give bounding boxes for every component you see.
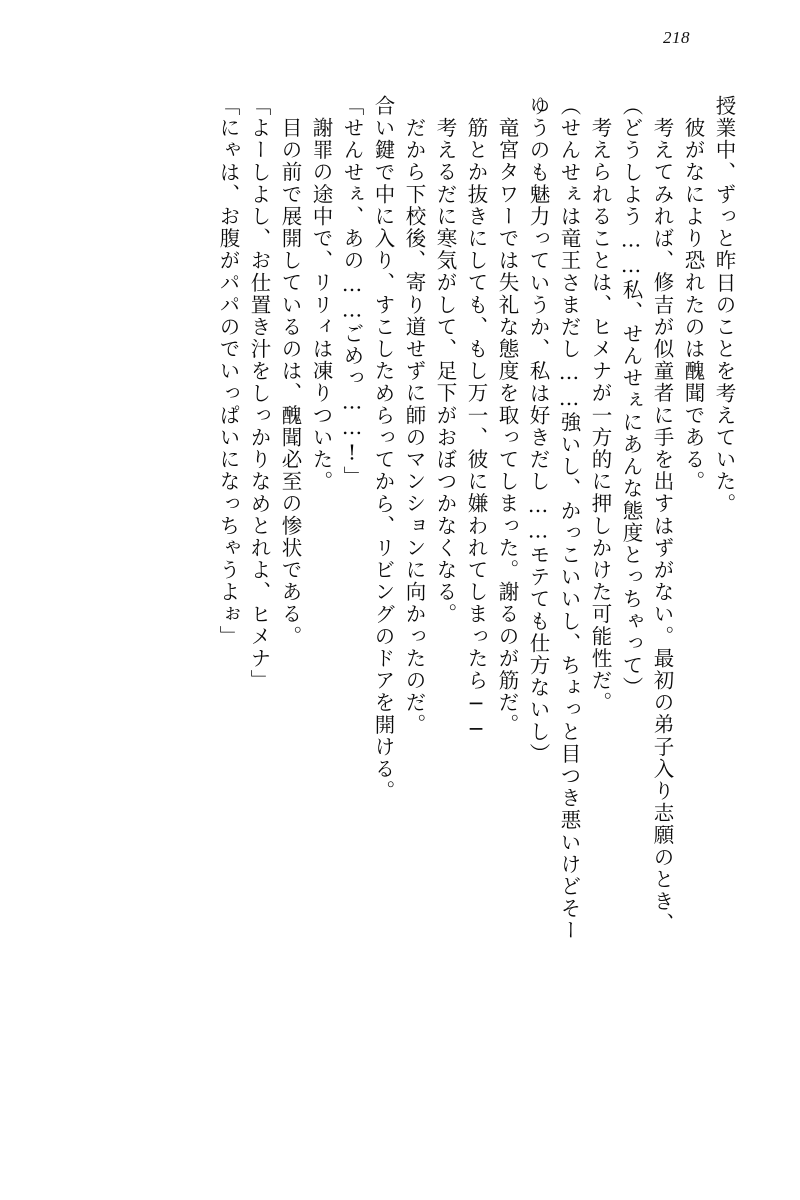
text-line: （どうしよう……私、せんせぇにあんな態度とっちゃって） — [619, 95, 643, 699]
text-line: 謝罪の途中で、リリィは凍りついた。 — [309, 117, 333, 493]
text-line: 考えられることは、ヒメナが一方的に押しかけた可能性だ。 — [588, 117, 612, 714]
text-line: （せんせぇは竜王さまだし……強いし、かっこいいし、ちょっと目つき悪いけどそー — [557, 95, 581, 942]
text-line: 合い鍵で中に入り、すこしためらってから、リビングのドアを開ける。 — [371, 95, 395, 803]
text-line: 「せんせぇ、あの……ごめっ……!」 — [340, 95, 364, 489]
page-number: 218 — [663, 28, 690, 47]
text-line: 筋とか抜きにしても、もし万一、彼に嫌われてしまったら── — [464, 117, 488, 743]
body-text-block — [60, 95, 734, 1080]
text-line: 考えてみれば、修吉が似童者に手を出すはずがない。最初の弟子入り志願のとき、 — [650, 117, 674, 935]
text-line: 「にゃは、お腹がパパのでいっぱいになっちゃうよぉ」 — [216, 95, 240, 648]
text-line: 彼がなにより恐れたのは醜聞である。 — [681, 117, 705, 493]
text-line: 「よーしよし、お仕置き汁をしっかりなめとれよ、ヒメナ」 — [247, 95, 271, 692]
text-line: 目の前で展開しているのは、醜聞必至の惨状である。 — [278, 117, 302, 648]
text-line: ゆうのも魅力っていうか、私は好きだし……モテても仕方ないし） — [526, 95, 550, 765]
text-line: だから下校後、寄り道せずに師のマンションに向かったのだ。 — [402, 117, 426, 736]
text-line: 考えるだに寒気がして、足下がおぼつかなくなる。 — [433, 117, 457, 626]
text-line: 授業中、ずっと昨日のことを考えていた。 — [712, 95, 736, 515]
text-line: 竜宮タワーでは失礼な態度を取ってしまった。謝るのが筋だ。 — [495, 117, 519, 736]
